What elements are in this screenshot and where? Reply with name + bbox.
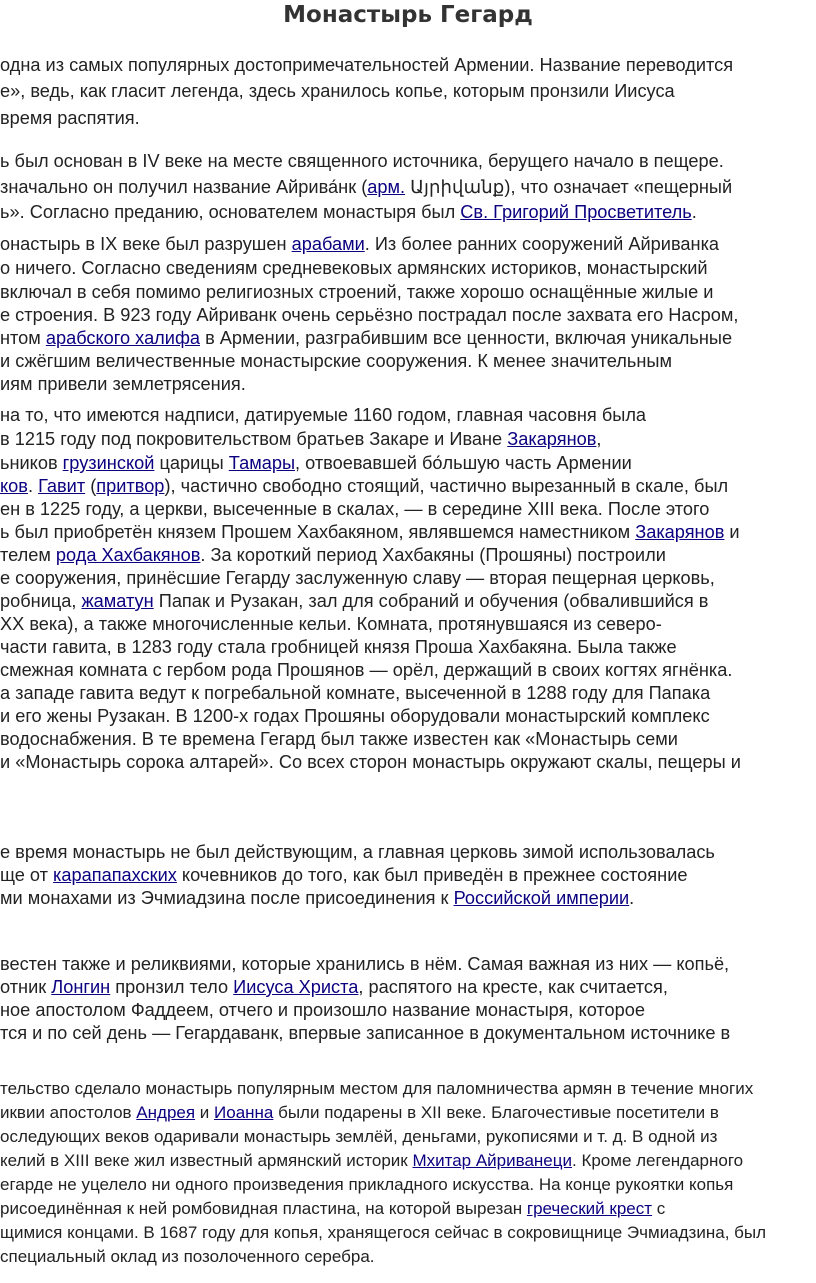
- p3-line-3: включал в себя помимо религиозных строений, также хорошо оснащённые жилые и: [0, 282, 714, 302]
- link-zakaryans[interactable]: Закарянов: [507, 429, 597, 449]
- link-mkhitar-ayrivanetsi[interactable]: Мхитар Айриванеци: [412, 1151, 572, 1170]
- p3-line-6: и сжёгшим величественные монастырские сооружения. К менее значительным: [0, 351, 673, 371]
- link-jesus-christ[interactable]: Иисуса Христа: [233, 977, 359, 997]
- p6-line-4: тся и по сей день — Гегардаванк, впервые записанное в документальном источнике в: [0, 1023, 731, 1043]
- link-zhamatun[interactable]: жаматун: [81, 591, 154, 611]
- link-john[interactable]: Иоанна: [214, 1103, 274, 1122]
- p7-line-2: иквии апостолов Андрея и Иоанна были подарены в XII веке. Благочестивые посетители в: [0, 1103, 719, 1122]
- p3-line-7: иям привели землетрясения.: [0, 374, 246, 394]
- p4-line-9: робница, жаматун Папак и Рузакан, зал для собраний и обучения (обвалившийся в: [0, 591, 709, 611]
- p4-line-15: водоснабжения. В те времена Гегард был также известен как «Монастырь семи: [0, 729, 678, 749]
- p7-line-1: тельство сделало монастырь популярным местом для паломничества армян в течение многих: [0, 1079, 754, 1098]
- p7-line-6: рисоединённая к ней ромбовидная пластина, на которой вырезан греческий крест с: [0, 1199, 666, 1218]
- p4-line-8: е сооружения, принёсшие Гегарду заслуженную славу — вторая пещерная церковь,: [0, 568, 715, 588]
- link-pritvor[interactable]: притвор: [96, 476, 165, 496]
- p4-line-11: части гавита, в 1283 году стала гробницей князя Проша Хахбакяна. Была также: [0, 637, 677, 657]
- page-title: Монастырь Гегард: [283, 2, 533, 28]
- link-georgian[interactable]: грузинской: [62, 453, 155, 473]
- p3-line-2: о ничего. Согласно сведениям средневековых армянских историков, монастырский: [0, 258, 708, 278]
- p4-line-2: в 1215 году под покровительством братьев Закаре и Иване Закарянов,: [0, 429, 602, 449]
- p4-line-4: ков. Гавит (притвор), частично свободно стоящий, частично вырезанный в скале, был: [0, 476, 729, 496]
- link-gavit[interactable]: Гавит: [38, 476, 86, 496]
- p6-line-2: отник Лонгин пронзил тело Иисуса Христа, распятого на кресте, как считается,: [0, 977, 668, 997]
- link-kov[interactable]: ков: [0, 476, 28, 496]
- p4-line-3: ьников грузинской царицы Тамары, отвоевавшей бо́льшую часть Армении: [0, 453, 632, 473]
- link-arab-caliph[interactable]: арабского халифа: [45, 328, 201, 348]
- p2-line-1: ь был основан в IV веке на месте священного источника, берущего начало в пещере.: [0, 151, 724, 171]
- p2-line-3: ь». Согласно преданию, основателем монастыря был Св. Григорий Просветитель.: [0, 202, 697, 222]
- link-longinus[interactable]: Лонгин: [51, 977, 111, 997]
- p6-line-1: вестен также и реликвиями, которые хранились в нём. Самая важная из них — копьё,: [0, 954, 730, 974]
- p4-line-13: а западе гавита ведут к погребальной комнате, высеченной в 1288 году для Папака: [0, 683, 711, 703]
- p5-line-1: е время монастырь не был действующим, а главная церковь зимой использовалась: [0, 842, 715, 862]
- link-tamar[interactable]: Тамары: [228, 453, 296, 473]
- p1-line-3: время распятия.: [0, 108, 140, 128]
- p5-line-2: ще от карапапахских кочевников до того, как был приведён в прежнее состояние: [0, 865, 688, 885]
- p3-line-5: нтом арабского халифа в Армении, разграбившим все ценности, включая уникальные: [0, 328, 733, 348]
- p3-line-4: е строения. В 923 году Айриванк очень серьёзно пострадал после захвата его Насром,: [0, 305, 739, 325]
- link-khakhbakyan-family[interactable]: рода Хахбакянов: [55, 545, 201, 565]
- p3-line-1: онастырь в IX веке был разрушен арабами. Из более ранних сооружений Айриванка: [0, 234, 720, 254]
- p7-line-4: келий в XIII веке жил известный армянский историк Мхитар Айриванеци. Кроме легендарного: [0, 1151, 744, 1170]
- link-karapapakh[interactable]: карапапахских: [53, 865, 177, 885]
- link-zakaryans-2[interactable]: Закарянов: [635, 522, 725, 542]
- p4-line-7: телем рода Хахбакянов. За короткий период Хахбакяны (Прошяны) построили: [0, 545, 666, 565]
- p7-line-3: оследующих веков одаривали монастырь землёй, деньгами, рукописями и т. д. В одной из: [0, 1127, 718, 1146]
- p1-line-2: е», ведь, как гласит легенда, здесь хранилось копье, которым пронзили Иисуса: [0, 81, 675, 101]
- link-arm[interactable]: арм.: [367, 177, 406, 197]
- p4-line-6: ь был приобретён князем Прошем Хахбакяном, являвшемся наместником Закарянов и: [0, 522, 740, 542]
- p4-line-16: и «Монастырь сорока алтарей». Со всех сторон монастырь окружают скалы, пещеры и: [0, 752, 741, 772]
- link-russian-empire[interactable]: Российской империи: [453, 888, 630, 908]
- link-andrew[interactable]: Андрея: [136, 1103, 196, 1122]
- p1-line-1: одна из самых популярных достопримечательностей Армении. Название переводится: [0, 55, 734, 75]
- link-greek-cross[interactable]: греческий крест: [526, 1199, 653, 1218]
- p6-line-3: ное апостолом Фаддеем, отчего и произошло название монастыря, которое: [0, 1000, 645, 1020]
- p7-line-5: егарде не уцелело ни одного произведения прикладного искусства. На конце рукоятки копья: [0, 1175, 734, 1194]
- p4-line-12: смежная комната с гербом рода Прошянов — орёл, держащий в своих когтях ягнёнка.: [0, 660, 733, 680]
- link-arabs[interactable]: арабами: [291, 234, 365, 254]
- p4-line-5: ен в 1225 году, а церкви, высеченные в скалах, — в середине XIII века. После этого: [0, 499, 710, 519]
- p5-line-3: ми монахами из Эчмиадзина после присоединения к Российской империи.: [0, 888, 635, 908]
- p7-line-8: специальный оклад из позолоченного серебра.: [0, 1247, 375, 1266]
- p4-line-14: и его жены Рузакан. В 1200-х годах Прошяны оборудовали монастырский комплекс: [0, 706, 710, 726]
- p4-line-10: XX века), а также многочисленные кельи. Комната, протянувшаяся из северо-: [0, 614, 662, 634]
- p4-line-1: на то, что имеются надписи, датируемые 1160 годом, главная часовня была: [0, 405, 647, 425]
- link-gregory-illuminator[interactable]: Св. Григорий Просветитель: [460, 202, 692, 222]
- p2-line-2: значально он получил название Айрива́нк (арм. Այրիվանք), что означает «пещерный: [0, 177, 733, 197]
- p7-line-7: щимися концами. В 1687 году для копья, хранящегося сейчас в сокровищнице Эчмиадзина, был: [0, 1223, 767, 1242]
